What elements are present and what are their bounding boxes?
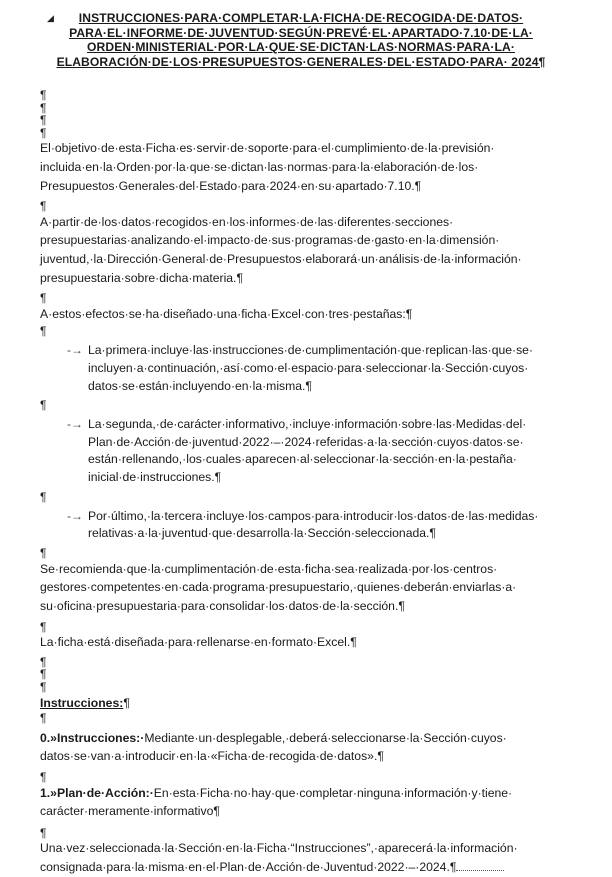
- instruction-item-1: [40, 784, 548, 821]
- empty-paragraph-mark: ¶: [40, 769, 47, 784]
- item-1-text: En·esta·Ficha·no·hay·que·completar·ninguna·información·y·tiene· carácter·meramente·informativo¶: [40, 785, 513, 819]
- empty-paragraph-mark: ¶: [40, 324, 47, 339]
- empty-paragraph-mark: ¶: [40, 125, 47, 140]
- paragraph-objetivo: El·objetivo·de·esta·Ficha·es·servir·de·soporte·para·el·cumplimiento·de·la·previsión· incluida·en·la·Orden·por·la·que·se·dictan·las·normas·para·la·elaboración·de·los· Presupuestos·Generales·del·Estado·para·2024·en·su·apartado·7.10.¶: [40, 141, 495, 193]
- paragraph-analisis: A·partir·de·los·datos·recogidos·en·los·informes·de·las·diferentes·secciones· presupuestarias·analizando·el·impacto·de·sus·programas·de·gasto·en·la·dimensión· juventud,·la·Dirección·General·de·Presupuestos·elaborará·un·análisis·de·la·información· presupuestaria·sobre·dicha·materia.¶: [40, 214, 522, 285]
- document-title: INSTRUCCIONES·PARA·COMPLETAR·LA·FICHA·DE·RECOGIDA·DE·DATOS· PARA·EL·INFORME·DE·JUVENTUD·SEGÚN·PREVÉ·EL·APARTADO·7.10·DE·LA· ORDEN·MINISTERIAL·POR·LA·QUE·SE·DICTAN·LAS·NORMAS·PARA·LA· ELABORACIÓN·DE·LOS·PRESUPUESTOS·GENERALES·DEL·ESTADO·PARA· 2024¶: [56, 11, 546, 69]
- pilcrow-mark: ¶: [123, 695, 130, 710]
- tab-leader: [456, 870, 504, 871]
- paragraph-recomienda: Se·recomienda·que·la·cumplimentación·de·esta·ficha·sea·realizada·por·los·centros· gestores·competentes·en·cada·programa·presupuestario,·quienes·deberán·enviarlas·a· su·oficina·presupuestaria·para·consolidar·los·datos·de·la·sección.¶: [40, 561, 517, 614]
- bullet-text: La·segunda,·de·carácter·informativo,·incluye·información·sobre·las·Medidas·del· Plan·de·Acción·de·juventud·2022·–·2024·referidas·a·la·sección·cuyos·datos·se· están·rellenando,·los·cuales·aparecen·al·seleccionar·la·sección·en·la·pestaña· inicial·de·instrucciones.¶: [88, 416, 527, 485]
- bullet-text: La·primera·incluye·las·instrucciones·de·cumplimentación·que·replican·las·que·se· incluyen·a·continuación,·así·como·el·espacio·para·seleccionar·la·Sección·cuyos· datos·se·están·incluyendo·en·la·misma.¶: [88, 342, 534, 393]
- section-heading: [40, 694, 548, 713]
- bullet-item: [40, 416, 548, 487]
- empty-paragraph-mark: ¶: [40, 490, 47, 505]
- empty-paragraph-mark: ¶: [40, 654, 47, 669]
- empty-paragraph-mark: ¶: [40, 711, 47, 726]
- bullet-item: [40, 508, 548, 544]
- paragraph-pestanas: A·estos·efectos·se·ha·diseñado·una·ficha·Excel·con·tres·pestañas:¶: [40, 306, 413, 321]
- document-body: [40, 89, 548, 877]
- anchor-icon: ◢: [47, 13, 54, 23]
- empty-paragraph-mark: ¶: [40, 291, 47, 306]
- bullet-arrow-icon: -→: [67, 508, 83, 523]
- item-0-label: 0.»Instrucciones:·: [40, 730, 145, 745]
- empty-paragraph-mark: ¶: [40, 546, 47, 561]
- item-1-label: 1.»Plan·de·Acción:·: [40, 785, 154, 800]
- empty-paragraph-mark: ¶: [40, 619, 47, 634]
- instrucciones-heading: Instrucciones:: [40, 695, 124, 710]
- empty-paragraph-mark: ¶: [40, 88, 47, 102]
- bullet-arrow-icon: -→: [67, 342, 83, 357]
- empty-paragraph-mark: ¶: [40, 199, 47, 214]
- empty-paragraph-mark: ¶: [40, 680, 47, 695]
- bullet-arrow-icon: -→: [67, 416, 83, 431]
- bullet-item: [40, 342, 548, 395]
- empty-paragraph-mark: ¶: [40, 667, 47, 682]
- empty-paragraph-mark: ¶: [40, 825, 47, 840]
- empty-paragraph-mark: ¶: [40, 113, 47, 128]
- final-text: Una·vez·seleccionada·la·Sección·en·la·Ficha·“Instrucciones”,·aparecerá·la·información· consignada·para·la·misma·en·el·Plan·de·Acción·de·Juventud·2022·–·2024.¶: [40, 841, 518, 874]
- bullet-text: Por·último,·la·tercera·incluye·los·campos·para·introducir·los·datos·de·las·medidas· relativas·a·la·juventud·que·desarrolla·la·Sección·seleccionada.¶: [88, 508, 539, 541]
- empty-paragraph-mark: ¶: [40, 100, 47, 115]
- item-0-text: Mediante·un·desplegable,·deberá·seleccionarse·la·Sección·cuyos· datos·se·van·a·introducir·en·la·«Ficha·de·recogida·de·datos».¶: [40, 730, 507, 764]
- empty-paragraph-mark: ¶: [40, 398, 47, 413]
- paragraph-excel: La·ficha·está·diseñada·para·rellenarse·en·formato·Excel.¶: [40, 635, 357, 650]
- instruction-item-0: [40, 729, 548, 766]
- paragraph-final: [40, 839, 548, 876]
